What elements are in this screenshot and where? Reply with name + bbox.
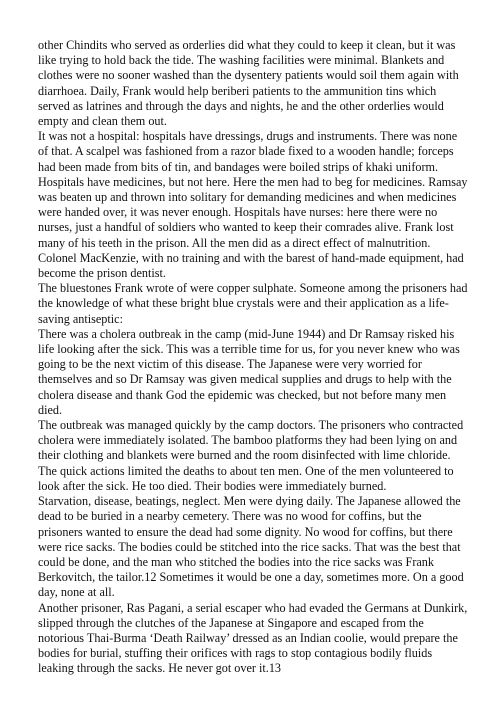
document-page <box>38 38 468 677</box>
paragraph-not-a-hospital: It was not a hospital: hospitals have dressings, drugs and instruments. There was none of that. A scalpel was fashioned from a razor blade fixed to a wooden handle; forceps had been made from bits of tin, and bandages were boiled strips of khaki uniform. Hospitals have medicines, but not here. Here the men had to beg for medicines. Ramsay was beaten up and thrown into solitary for demanding medicines and when medicines were handed over, it was never enough. Hospitals have nurses: here there were no nurses, just a handful of soldiers who wanted to keep their comrades alive. Frank lost many of his teeth in the prison. All the men did as a direct effect of malnutrition. Colonel MacKenzie, with no training and with the barest of hand-made equipment, had become the prison dentist. <box>38 129 468 281</box>
paragraph-starvation: Starvation, disease, beatings, neglect. Men were dying daily. The Japanese allowed the dead to be buried in a nearby cemetery. There was no wood for coffins, but the prisoners wanted to ensure the dead had some dignity. No wood for coffins, but there were rice sacks. The bodies could be stitched into the rice sacks. That was the best that could be done, and the man who stitched the bodies into the rice sacks was Frank Berkovitch, the tailor.12 Sometimes it would be one a day, sometimes more. On a good day, none at all. <box>38 494 464 600</box>
paragraph-cholera-quote: There was a cholera outbreak in the camp (mid-June 1944) and Dr Ramsay risked his life looking after the sick. This was a terrible time for us, for you never knew who was going to be the next victim of this disease. The Japanese were very worried for themselves and so Dr Ramsay was given medical supplies and drugs to help with the cholera disease and thank God the epidemic was checked, but not before many men died. <box>38 326 460 417</box>
paragraph-orderlies: other Chindits who served as orderlies did what they could to keep it clean, but it was like trying to hold back the tide. The washing facilities were minimal. Blankets and clothes were no sooner washed than the dysentery patients would soil them again with diarrhoea. Daily, Frank would help beriberi patients to the ammunition tins which served as latrines and through the days and nights, he and the other orderlies would empty and clean them out. <box>38 38 459 129</box>
paragraph-bluestones: The bluestones Frank wrote of were copper sulphate. Someone among the prisoners had the knowledge of what these bright blue crystals were and their application as a life-saving antiseptic: <box>38 281 468 326</box>
paragraph-outbreak-managed: The outbreak was managed quickly by the camp doctors. The prisoners who contracted cholera were immediately isolated. The bamboo platforms they had been lying on and their clothing and blankets were burned and the room disinfected with lime chloride. The quick actions limited the deaths to about ten men. One of the men volunteered to look after the sick. He too died. Their bodies were immediately burned. <box>38 418 464 493</box>
paragraph-ras-pagani: Another prisoner, Ras Pagani, a serial escaper who had evaded the Germans at Dunkirk, slipped through the clutches of the Japanese at Singapore and escaped from the notorious Thai-Burma ‘Death Railway’ dressed as an Indian coolie, would prepare the bodies for burial, stuffing their orifices with rags to stop contagious bodily fluids leaking through the sacks. He never got over it.13 <box>38 600 468 676</box>
